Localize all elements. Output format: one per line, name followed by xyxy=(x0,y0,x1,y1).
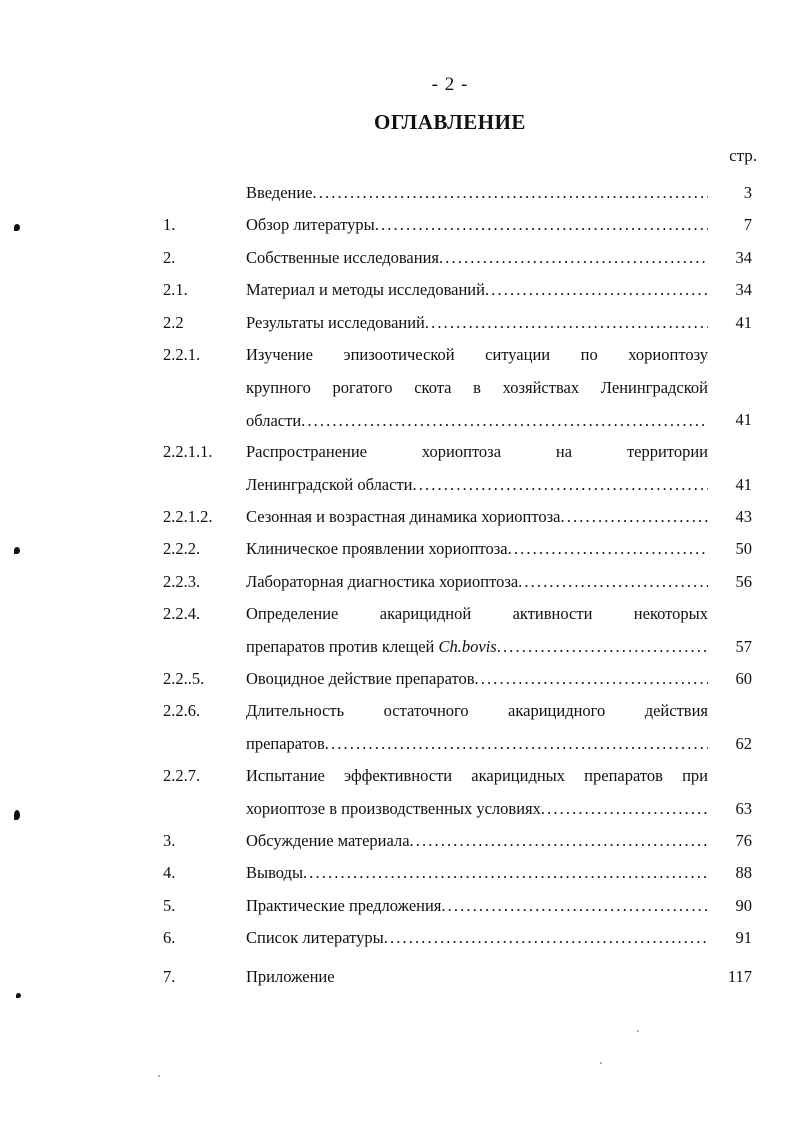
toc-entry-page: 63 xyxy=(735,798,752,818)
toc-entry-number: 2. xyxy=(163,247,176,267)
toc-entry-line: Овоцидное действие препаратов . . . xyxy=(246,662,708,695)
toc-entry-text xyxy=(246,960,708,993)
toc-entry-number: 3. xyxy=(163,831,176,850)
toc-entry-text xyxy=(246,241,708,274)
page-column-label: стр. xyxy=(729,146,757,165)
toc-entry-page: 117 xyxy=(727,966,752,986)
toc-entry-text xyxy=(246,694,708,760)
dot-leader xyxy=(441,896,708,915)
toc-entry-line: Определение акарицидной активности некоторых xyxy=(246,604,708,624)
toc-entry-line: Результаты исследований . . . xyxy=(246,306,708,339)
dot-leader xyxy=(518,572,708,591)
toc-entry-number: 2.2.1. xyxy=(163,345,201,364)
toc-entry-page: 34 xyxy=(735,247,752,267)
scan-speck xyxy=(600,1062,602,1064)
toc-entry-page: 41 xyxy=(735,312,752,332)
toc-entry-text xyxy=(246,338,708,437)
toc-entry-number: 6. xyxy=(163,928,176,948)
toc-entry-line: Сезонная и возрастная динамика хориоптоза . . . xyxy=(246,500,708,533)
toc-entry-number: 2.2.3. xyxy=(163,571,201,591)
scan-mark xyxy=(14,810,20,820)
species-name: Ch.bovis xyxy=(438,637,497,657)
toc-entry-page: 50 xyxy=(735,539,752,559)
scan-mark xyxy=(14,224,20,231)
toc-entry-number: 2.1. xyxy=(163,280,188,300)
toc-entry-text xyxy=(246,306,708,339)
dot-leader xyxy=(313,183,708,202)
toc-entry-text xyxy=(246,500,708,533)
dot-leader xyxy=(485,280,708,299)
toc-entry-number: 1. xyxy=(163,215,176,235)
toc-entry-text xyxy=(246,435,708,501)
toc-entry-line: Лабораторная диагностика хориоптоза . . . xyxy=(246,565,708,598)
toc-entry-page: 43 xyxy=(735,507,752,526)
dot-leader xyxy=(384,928,708,947)
toc-entry-page: 60 xyxy=(735,669,752,688)
dot-leader xyxy=(301,411,708,430)
toc-entry-line: Изучение эпизоотической ситуации по хориоптозу xyxy=(246,345,708,364)
toc-entry-number: 2.2.1.2. xyxy=(163,507,213,526)
toc-entry-line: Ленинградской области . . . xyxy=(246,468,708,501)
dot-leader xyxy=(560,507,708,526)
toc-entry-line: Практические предложения . . . xyxy=(246,889,708,922)
toc-entry-number: 5. xyxy=(163,895,176,915)
dot-leader xyxy=(410,831,708,850)
toc-entry-text xyxy=(246,921,708,954)
toc-entry-line: Приложение xyxy=(246,966,335,986)
toc-entry-text xyxy=(246,532,708,565)
scan-mark xyxy=(16,993,21,998)
scan-speck xyxy=(158,1075,160,1077)
toc-entry-text xyxy=(246,176,708,209)
dot-leader xyxy=(325,734,708,753)
toc-entry-text xyxy=(246,889,708,922)
toc-entry-number: 2.2 xyxy=(163,312,184,332)
toc-entry-line: хориоптозе в производственных условиях . . . xyxy=(246,792,708,825)
toc-entry-line: Распространение хориоптоза на территории xyxy=(246,442,708,462)
toc-entry-page: 41 xyxy=(735,474,752,494)
toc-entry-text xyxy=(246,759,708,825)
toc-entry-line: области . . . xyxy=(246,404,708,437)
toc-entry-line: Собственные исследования . . . xyxy=(246,241,708,274)
toc-entry-line: Материал и методы исследований . . . xyxy=(246,273,708,306)
dot-leader xyxy=(413,475,709,494)
toc-entry-page: 3 xyxy=(743,183,752,202)
dot-leader xyxy=(475,669,708,688)
toc-entry-line: Обзор литературы . . . xyxy=(246,208,708,241)
toc-entry-line: Введение . . . xyxy=(246,176,708,209)
dot-leader xyxy=(375,215,708,234)
dot-leader xyxy=(541,799,708,818)
toc-entry-line: препаратов против клещей Ch.bovis . . . xyxy=(246,630,708,663)
toc-entry-page: 7 xyxy=(743,215,752,235)
toc-entry-page: 62 xyxy=(735,733,752,753)
scan-mark xyxy=(14,547,20,554)
toc-entry-number: 2.2.7. xyxy=(163,766,201,786)
toc-entry-line: Список литературы . . . xyxy=(246,921,708,954)
toc-entry-page: 76 xyxy=(735,831,752,850)
toc-entry-line: крупного рогатого скота в хозяйствах Ленинградской xyxy=(246,378,708,397)
toc-entry-text xyxy=(246,208,708,241)
page-number: - 2 - xyxy=(431,74,469,95)
toc-entry-number: 7. xyxy=(163,966,176,986)
toc-entry-line: Испытание эффективности акарицидных препаратов при xyxy=(246,766,708,786)
toc-entry-text xyxy=(246,824,708,857)
scan-speck xyxy=(637,1030,639,1032)
dot-leader xyxy=(508,539,708,558)
toc-entry-page: 41 xyxy=(735,409,752,429)
toc-entry-line: Обсуждение материала . . . xyxy=(246,824,708,857)
toc-entry-line: Длительность остаточного акарицидного действия xyxy=(246,701,708,721)
dot-leader xyxy=(303,863,708,882)
toc-entry-page: 56 xyxy=(735,571,752,591)
toc-entry-text xyxy=(246,565,708,598)
toc-entry-number: 2.2.1.1. xyxy=(163,442,213,462)
dot-leader xyxy=(497,637,708,656)
toc-entry-page: 91 xyxy=(735,928,752,948)
toc-entry-number: 4. xyxy=(163,863,176,883)
toc-entry-number: 2.2..5. xyxy=(163,669,205,688)
page-title: ОГЛАВЛЕНИЕ xyxy=(374,110,526,134)
toc-entry-line: Выводы . . . xyxy=(246,856,708,889)
toc-entry-number: 2.2.4. xyxy=(163,604,201,624)
toc-entry-line: препаратов . . . xyxy=(246,727,708,760)
toc-entry-text xyxy=(246,273,708,306)
toc-entry-page: 90 xyxy=(735,895,752,915)
toc-entry-page: 57 xyxy=(735,636,752,656)
toc-entry-number: 2.2.6. xyxy=(163,701,201,721)
toc-entry-text xyxy=(246,856,708,889)
toc-entry-line: Клиническое проявлении хориоптоза . . . xyxy=(246,532,708,565)
dot-leader xyxy=(439,248,708,267)
toc-entry-page: 88 xyxy=(735,863,752,883)
dot-leader xyxy=(425,313,708,332)
toc-entry-text xyxy=(246,597,708,663)
toc-entry-text xyxy=(246,662,708,695)
toc-entry-page: 34 xyxy=(735,280,752,300)
toc-entry-number: 2.2.2. xyxy=(163,539,201,559)
